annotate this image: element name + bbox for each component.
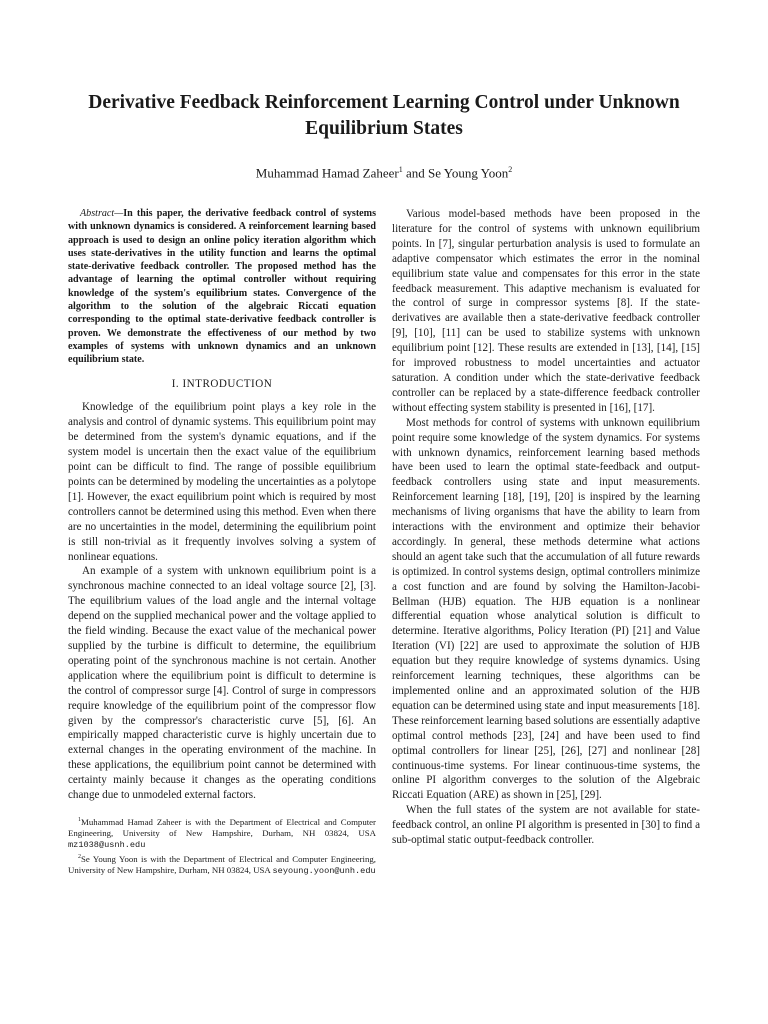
author-name-1: Muhammad Hamad Zaheer — [255, 165, 399, 181]
author-name-2: Se Young Yoon — [428, 165, 509, 181]
footnote-1-text: Muhammad Hamad Zaheer is with the Department of Electrical and Computer Engineering, University of New Hampshire, Durham, NH 03824, USA — [68, 816, 376, 839]
abstract-text: In this paper, the derivative feedback control of systems with unknown dynamics is considered. A reinforcement learning based approach is used to design an online policy iteration algorithm which uses state-derivatives in the utility function and learns the optimal state-derivative feedback controller. The proposed method has the advantage of learning the optimal controller without requiring knowledge of the system's equilibrium states. Convergence of the algorithm to the solution of the algebraic Riccati equation corresponding to the optimal state-derivative feedback controller is proven. We demonstrate the effectiveness of our method by two examples of systems with unknown dynamics and an unknown equilibrium state. — [68, 208, 376, 366]
footnote-2-text: Se Young Yoon is with the Department of Electrical and Computer Engineering, University of New Hampshire, Durham, NH 03824, USA — [68, 853, 376, 875]
author-affiliation-mark-1: 1 — [398, 165, 403, 174]
abstract — [68, 207, 376, 367]
paper-title: Derivative Feedback Reinforcement Learning Control under Unknown Equilibrium States — [88, 92, 680, 139]
footnote-2-email: seyoung.yoon@unh.edu — [272, 865, 376, 876]
left-column — [68, 207, 376, 877]
abstract-label: Abstract— — [80, 208, 124, 219]
footnote-2 — [68, 852, 376, 878]
footnote-1-email: mz1038@usnh.edu — [68, 840, 146, 851]
footnotes — [68, 815, 376, 877]
footnote-2-mark: 2 — [78, 853, 81, 860]
footnote-1 — [68, 815, 376, 852]
footnote-1-mark: 1 — [78, 816, 81, 823]
right-column — [392, 207, 700, 848]
body-paragraph-1: Various model-based methods have been proposed in the literature for the control of systems with unknown equilibrium points. In [7], singular perturbation analysis is used to formulate an adaptive compensator which estimates the error in the nominal equilibrium state value and compensates for this error in the state feedback measurement. This adaptive mechanism is evaluated for the control of surge in compressor systems [8]. If the state-derivatives are available then a state-derivative feedback controller [9], [10], [11] can be used to stabilize systems with unknown equilibrium point [12]. These results are extended in [13], [14], [15] for improved robustness to model uncertainties and actuator saturation. A condition under which the state-derivative feedback controller can be replaced by a state-difference feedback controller without effecting system stability is presented in [16], [17]. — [392, 208, 700, 414]
intro-paragraph-1: Knowledge of the equilibrium point plays a key role in the analysis and control of dynamic systems. This equilibrium point may be determined from the system's dynamic equations, and if the system model is uncertain then the exact value of the equilibrium point can be difficult to find. The range of possible equilibrium points can be determined by modeling the uncertainties as a polytope [1]. However, the exact equilibrium point which is required by most controllers cannot be determined using this method. Even when there are no uncertainties in the model, determining the equilibrium point is still non-trivial as it frequently involves solving a system of nonlinear equations. — [68, 401, 376, 563]
author-separator: and — [402, 165, 428, 181]
body-paragraph-3: When the full states of the system are not available for state-feedback control, an online PI algorithm is presented in [30] to find a sub-optimal static output-feedback controller. — [392, 804, 700, 847]
author-line — [40, 161, 728, 182]
section-heading-introduction: I. INTRODUCTION — [171, 377, 273, 390]
author-affiliation-mark-2: 2 — [508, 165, 513, 174]
body-paragraph-2: Most methods for control of systems with unknown equilibrium point require some knowledge of the system dynamics. For systems with unknown dynamics, reinforcement learning based methods have been used to learn the optimal state-feedback and output-feedback controllers using state and input measurements. Reinforcement learning [18], [19], [20] is inspired by the learning mechanisms of living organisms that have the ability to learn from interactions with the environment and optimize their behavior accordingly. In general, these methods determine what actions should an agent take such that the accumulation of all future rewards is optimized. In control systems design, optimal controllers minimize a cost function and are found by solving the Hamilton-Jacobi-Bellman (HJB) equation. The HJB equation is a nonlinear differential equation whose analytical solution is difficult to determine. Iterative algorithms, Policy Iteration (PI) [21] and Value Iteration (VI) [22] are used to approximate the solution of HJB equation but they require knowledge of systems dynamics. Using reinforcement learning techniques, these algorithms can be implemented online and an approximated solution of the HJB equation can be determined using state and input measurements [18]. These reinforcement learning based solutions are essentially adaptive optimal control methods [23], [24] and have been used to find optimal controllers for linear [25], [26], [27] and nonlinear [28] continuous-time systems. For linear continuous-time systems, the online PI algorithm converges to the solution of the Algebraic Riccati Equation (ARE) as shown in [25], [29]. — [392, 416, 700, 802]
intro-paragraph-2: An example of a system with unknown equilibrium point is a synchronous machine connected to an ideal voltage source [2], [3]. The equilibrium values of the load angle and the internal voltage depend on the supplied mechanical power and the voltage applied to the field winding. Because the exact value of the mechanical power supplied by the turbine is difficult to determine, the equilibrium operating point of the synchronous machine is not certain. Another application where the equilibrium point is difficult to determine is the control of compressor surge [4]. Control of surge in compressors require knowledge of the equilibrium point of the compressor flow given by the compressor's characteristic curve [5], [6]. An empirically mapped characteristic curve is highly uncertain due to external changes in the operating environment of the machine. In these applications, the equilibrium point cannot be determined with certainty mainly because it changes as the operating conditions change due to unmodeled external factors. — [68, 565, 376, 802]
